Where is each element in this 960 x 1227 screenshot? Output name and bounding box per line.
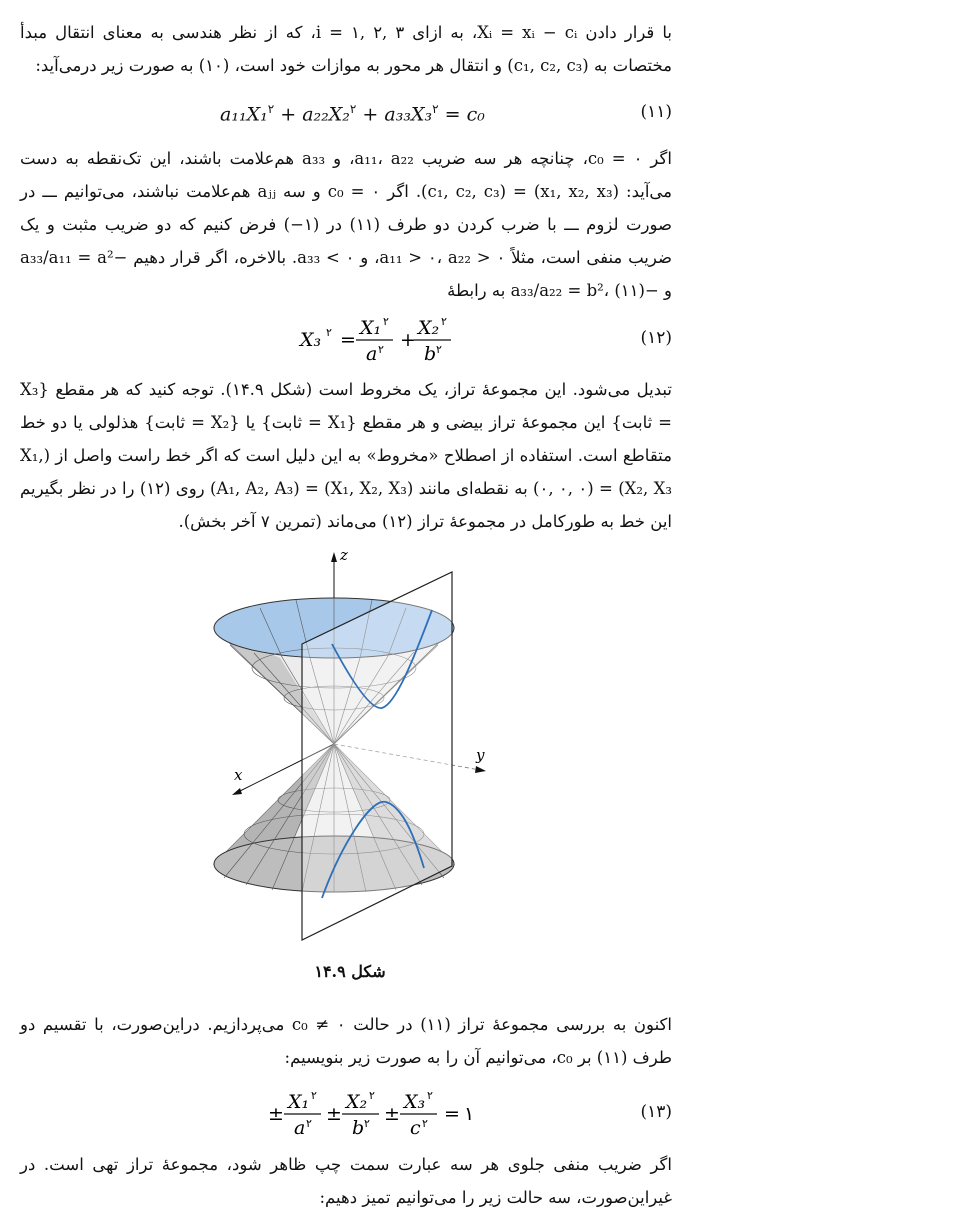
eq13-exp3: ۲: [427, 1089, 433, 1102]
eq13-den2: b: [352, 1117, 365, 1139]
paragraph-3-text: تبدیل می‌شود. این مجموعهٔ تراز، یک مخروط است (شکل ۱۴.۹). توجه کنید که هر مقطع {X₃ = ثابت} این مجموعهٔ تراز بیضی و هر مقطع {X₁ = ثابت} یا {X₂ = ثابت} هذلولی یا دو خط متقاطع است. استفاده از اصطلاح «مخروط» به این دلیل است که اگر خط راست واصل از (X₁, X₂, X₃) = (۰, ۰, ۰) به نقطه‌ای مانند (X₁, X₂, X₃) = (A₁, A₂, A₃) روی (۱۲) را در نظر بگیریم این خط به طورکامل در مجموعهٔ تراز (۱۲) می‌ماند (تمرین ۷ آخر بخش).: [20, 380, 672, 531]
eq12-num1: X₁: [360, 317, 382, 339]
equation-13-body: [248, 1088, 488, 1140]
paragraph-2: [20, 142, 672, 307]
paragraph-1-text: با قرار دادن Xᵢ = xᵢ − cᵢ، به ازای i = ۱, ۲, ۳، که از نظر هندسی به معنای انتقال مبدأ مختصات به (c₁, c₂, c₃) و انتقال هر محور به موازات خود است، (۱۰) به صورت زیر درمی‌آید:: [20, 23, 672, 75]
eq12-num2: X₂: [418, 317, 440, 339]
eq12-lhs: X₃: [300, 329, 322, 351]
eq13-num3: X₃: [404, 1091, 426, 1113]
equation-11: [20, 96, 672, 136]
eq12-den1: a: [366, 343, 378, 365]
term-x3: X₃: [410, 103, 433, 126]
eq12-exp1: ۲: [383, 315, 389, 328]
equation-12-body: [280, 314, 520, 366]
equation-12: [20, 314, 672, 366]
eq13-den1: a: [294, 1117, 306, 1139]
equation-number-11: (۱۱): [640, 102, 672, 122]
y-axis-arrow: [475, 766, 486, 773]
eq13-pm3: ±: [384, 1103, 400, 1125]
eq13-den1-exp: ۲: [306, 1117, 312, 1130]
equals: =: [444, 103, 461, 126]
equation-11-body: [220, 102, 485, 125]
z-axis-arrow: [331, 552, 337, 562]
x-axis-label: x: [234, 766, 243, 784]
equation-13: [20, 1088, 672, 1140]
term-x2: X₂: [328, 103, 350, 126]
eq13-rhs: ۱: [464, 1103, 475, 1125]
exp: ۲: [267, 102, 275, 116]
eq13-equals: =: [444, 1103, 460, 1125]
paragraph-3: [20, 373, 672, 538]
paragraph-4: [20, 1008, 672, 1074]
equation-number-13: (۱۳): [640, 1102, 672, 1122]
coef-a11: a₁₁: [220, 103, 247, 126]
figure-double-cone: [200, 548, 500, 950]
x-axis-arrow: [232, 788, 242, 795]
exp: ۲: [432, 102, 439, 116]
eq13-num2: X₂: [346, 1091, 368, 1113]
equation-number-12: (۱۲): [640, 328, 672, 348]
eq12-exp2: ۲: [441, 315, 447, 328]
rhs-c0: c₀: [466, 103, 485, 126]
paragraph-4-text: اکنون به بررسی مجموعهٔ تراز (۱۱) در حالت c₀ ≠ ۰ می‌پردازیم. دراین‌صورت، با تقسیم دو طرف (۱۱) بر c₀، می‌توانیم آن را به صورت زیر بنویسیم:: [20, 1015, 672, 1067]
eq13-den2-exp: ۲: [364, 1117, 370, 1130]
term-x1: X₁: [246, 103, 268, 126]
figure-caption: شکل ۱۴.۹: [314, 962, 386, 981]
plus: +: [280, 103, 297, 126]
eq12-den2-exp: ۲: [436, 343, 442, 356]
eq13-exp2: ۲: [369, 1089, 375, 1102]
coef-a22: a₂₂: [302, 103, 329, 126]
coef-a33: a₃₃: [384, 103, 411, 126]
paragraph-5-text: اگر ضریب منفی جلوی هر سه عبارت سمت چپ ظاهر شود، مجموعهٔ تراز تهی است. در غیراین‌صورت، سه حالت زیر را می‌توانیم تمیز دهیم:: [20, 1155, 672, 1207]
eq12-den1-exp: ۲: [378, 343, 384, 356]
eq12-equals: =: [340, 329, 356, 351]
eq13-pm2: ±: [326, 1103, 342, 1125]
eq12-exp: ۲: [326, 326, 332, 339]
eq12-den2: b: [424, 343, 437, 365]
eq13-pm1: ±: [268, 1103, 284, 1125]
paragraph-2-text: اگر c₀ = ۰، چنانچه هر سه ضریب a₁₁، a₂₂، و a₃₃ هم‌علامت باشند، این تک‌نقطه به دست می‌آید: (x₁, x₂, x₃) = (c₁, c₂, c₃). اگر c₀ = ۰ و سه aⱼⱼ هم‌علامت نباشند، می‌توانیم ـــ در صورت لزوم ـــ با ضرب کردن دو طرف (۱۱) در (۱−) فرض کنیم که دو ضریب مثبت و یک ضریب منفی است، مثلاً a₁₁ > ۰، a₂₂ > ۰، و a₃₃ < ۰. بالاخره، اگر قرار دهیم −a₃₃/a₁₁ = a² و −a₃₃/a₂₂ = b²، (۱۱) به رابطهٔ: [20, 149, 672, 300]
plus: +: [362, 103, 379, 126]
z-axis-label: z: [340, 548, 348, 564]
paragraph-1: [20, 16, 672, 82]
eq13-den3: c: [410, 1117, 421, 1139]
eq13-den3-exp: ۲: [422, 1117, 428, 1130]
paragraph-5: [20, 1148, 672, 1214]
eq13-num1: X₁: [288, 1091, 310, 1113]
eq13-exp1: ۲: [311, 1089, 317, 1102]
exp: ۲: [349, 102, 357, 116]
y-axis-label: y: [476, 746, 485, 764]
eq12-plus: +: [400, 329, 416, 351]
